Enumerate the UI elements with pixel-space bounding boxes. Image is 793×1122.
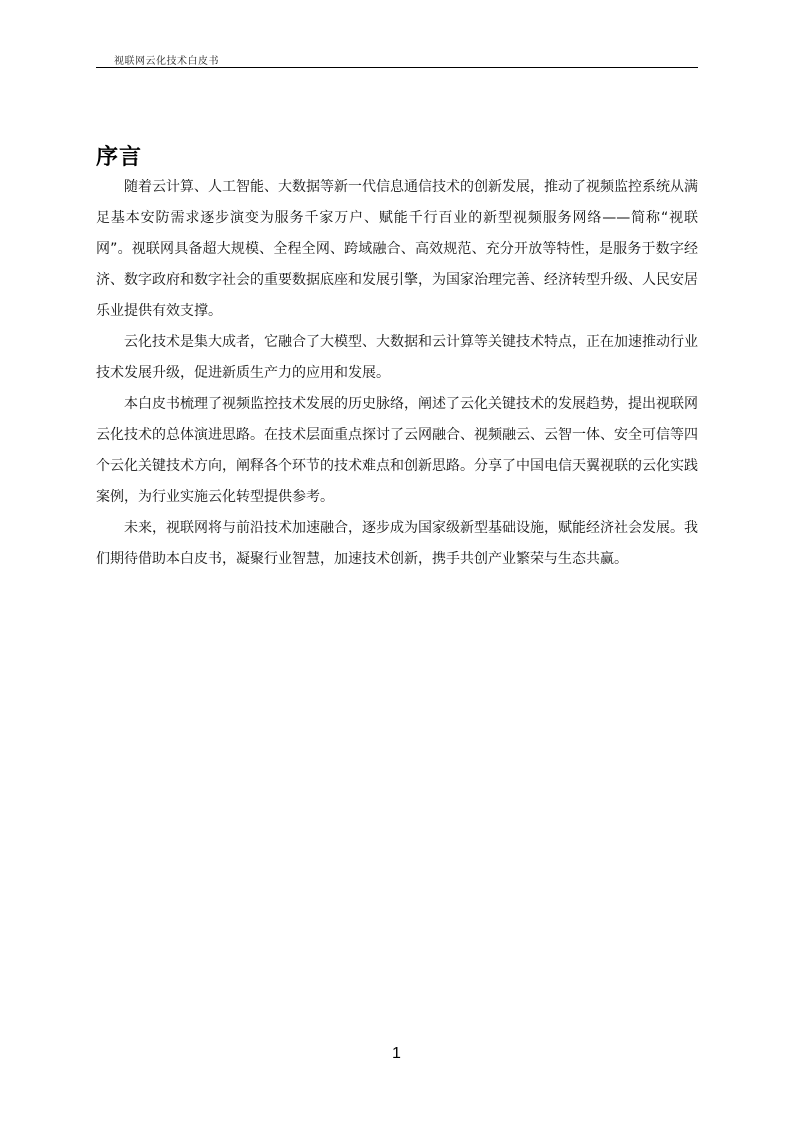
preface-paragraph-4: 未来，视联网将与前沿技术加速融合，逐步成为国家级新型基础设施，赋能经济社会发展。我们期待借助本白皮书，凝聚行业智慧，加速技术创新，携手共创产业繁荣与生态共赢。: [96, 520, 698, 567]
preface-paragraph-1: 随着云计算、人工智能、大数据等新一代信息通信技术的创新发展，推动了视频监控系统从满足基本安防需求逐步演变为服务千家万户、赋能千行百业的新型视频服务网络——简称“视联网”。视联网具备超大规模、全程全网、跨域融合、高效规范、充分开放等特性，是服务于数字经济、数字政府和数字社会的重要数据底座和发展引擎，为国家治理完善、经济转型升级、人民安居乐业提供有效支撑。: [96, 179, 698, 319]
preface-body: [96, 172, 698, 575]
running-header-title: 视联网云化技术白皮书: [114, 56, 219, 67]
page-number: 1: [392, 1045, 401, 1062]
header-divider: [96, 67, 698, 68]
preface-paragraph-3: 本白皮书梳理了视频监控技术发展的历史脉络，阐述了云化关键技术的发展趋势，提出视联网云化技术的总体演进思路。在技术层面重点探讨了云网融合、视频融云、云智一体、安全可信等四个云化关键技术方向，阐释各个环节的技术难点和创新思路。分享了中国电信天翼视联的云化实践案例，为行业实施云化转型提供参考。: [96, 396, 698, 505]
preface-paragraph-2: 云化技术是集大成者，它融合了大模型、大数据和云计算等关键技术特点，正在加速推动行业技术发展升级，促进新质生产力的应用和发展。: [96, 334, 698, 381]
section-title: 序言: [96, 144, 143, 170]
